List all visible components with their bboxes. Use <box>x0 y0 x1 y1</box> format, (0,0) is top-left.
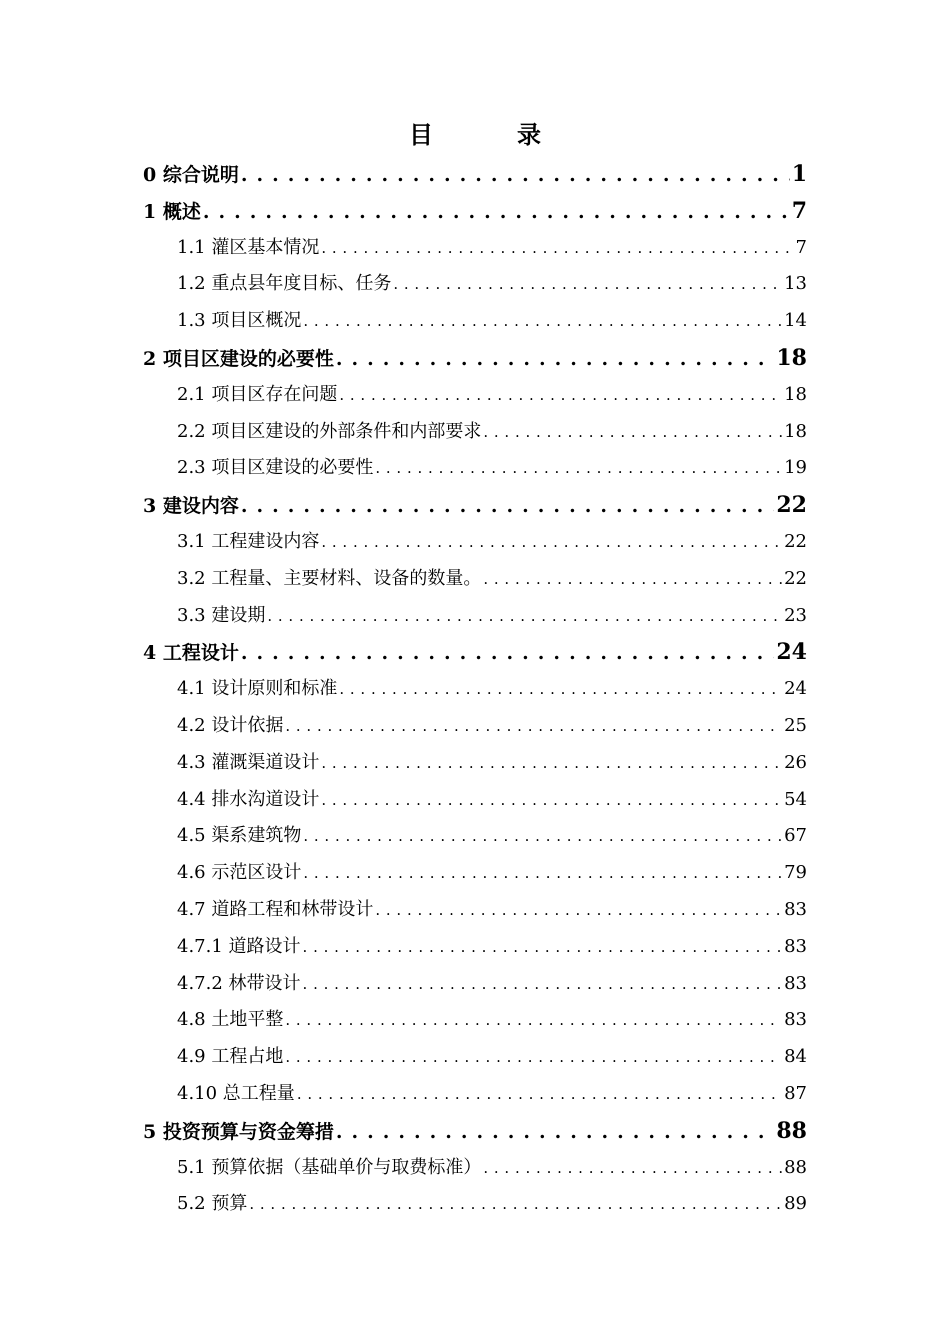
toc-page-number: 18 <box>776 344 807 371</box>
toc-entry-text: 3.3 建设期 <box>177 604 266 626</box>
toc-entry-text: 3.1 工程建设内容 <box>177 530 320 552</box>
toc-entry-text: 4 工程设计 <box>143 642 239 665</box>
toc-entry-text: 3 建设内容 <box>143 495 239 518</box>
toc-entry-text: 4.6 示范区设计 <box>177 862 302 884</box>
toc-entry-text: 4.8 土地平整 <box>177 1009 284 1031</box>
toc-dot-leader <box>321 230 793 267</box>
toc-section-entry[interactable] <box>0 230 950 267</box>
toc-chapter-entry[interactable] <box>0 487 950 524</box>
toc-dot-leader <box>303 929 783 966</box>
toc-section-entry[interactable] <box>0 598 950 635</box>
toc-page-number: 89 <box>784 1193 807 1215</box>
toc-entry-text: 4.5 渠系建筑物 <box>177 825 302 847</box>
toc-dot-leader <box>303 303 782 340</box>
toc-section-entry[interactable] <box>0 1186 950 1223</box>
toc-dot-leader <box>393 266 782 303</box>
toc-chapter-entry[interactable] <box>0 340 950 377</box>
toc-page-number: 67 <box>784 825 807 847</box>
toc-dot-leader <box>303 855 782 892</box>
toc-section-entry[interactable] <box>0 708 950 745</box>
toc-section-entry[interactable] <box>0 1076 950 1113</box>
toc-entry-text: 4.4 排水沟道设计 <box>177 788 320 810</box>
toc-page-number: 54 <box>784 788 807 810</box>
toc-dot-leader <box>339 377 782 414</box>
toc-chapter-entry[interactable] <box>0 634 950 671</box>
toc-chapter-entry[interactable] <box>0 156 950 193</box>
toc-page-number: 84 <box>784 1046 807 1068</box>
toc-section-entry[interactable] <box>0 855 950 892</box>
toc-section-entry[interactable] <box>0 966 950 1003</box>
toc-dot-leader <box>303 966 783 1003</box>
toc-entry-text: 0 综合说明 <box>143 164 239 186</box>
toc-page-number: 22 <box>776 492 807 519</box>
toc-section-entry[interactable] <box>0 561 950 598</box>
toc-section-entry[interactable] <box>0 671 950 708</box>
toc-page-number: 26 <box>784 751 807 773</box>
toc-title: 目 录 <box>409 120 571 149</box>
toc-entry-text: 2 项目区建设的必要性 <box>143 347 334 370</box>
toc-dot-leader <box>285 1039 782 1076</box>
toc-page-number: 24 <box>784 678 807 700</box>
toc-section-entry[interactable] <box>0 782 950 819</box>
toc-page-number: 88 <box>776 1117 807 1144</box>
toc-entry-text: 1 概述 <box>143 200 201 223</box>
toc-entry-text: 4.9 工程占地 <box>177 1046 284 1068</box>
toc-page-number: 83 <box>784 1009 807 1031</box>
toc-dot-leader <box>336 1114 775 1150</box>
toc-page-number: 18 <box>784 383 807 405</box>
toc-page-number: 7 <box>795 236 807 258</box>
toc-entry-text: 2.3 项目区建设的必要性 <box>177 457 374 479</box>
toc-entry-text: 1.2 重点县年度目标、任务 <box>177 273 392 295</box>
toc-entry-text: 4.7.1 道路设计 <box>177 935 301 957</box>
toc-page-number: 22 <box>784 530 807 552</box>
toc-dot-leader <box>203 194 790 230</box>
toc-entry-text: 5 投资预算与资金筹措 <box>143 1120 334 1143</box>
toc-entry-text: 2.1 项目区存在问题 <box>177 383 338 405</box>
toc-section-entry[interactable] <box>0 892 950 929</box>
toc-dot-leader <box>285 1002 782 1039</box>
toc-page-number: 19 <box>784 457 807 479</box>
toc-chapter-entry[interactable] <box>0 193 950 230</box>
toc-section-entry[interactable] <box>0 266 950 303</box>
toc-dot-leader <box>241 157 790 193</box>
toc-entry-text: 2.2 项目区建设的外部条件和内部要求 <box>177 420 482 442</box>
toc-section-entry[interactable] <box>0 377 950 414</box>
toc-entry-text: 5.1 预算依据（基础单价与取费标准） <box>177 1156 482 1178</box>
toc-entry-text: 4.7.2 林带设计 <box>177 972 301 994</box>
toc-chapter-entry[interactable] <box>0 1113 950 1150</box>
toc-entry-text: 3.2 工程量、主要材料、设备的数量。 <box>177 567 482 589</box>
toc-dot-leader <box>303 818 782 855</box>
toc-dot-leader <box>483 1150 782 1187</box>
toc-dot-leader <box>241 488 775 524</box>
toc-entry-text: 4.10 总工程量 <box>177 1082 295 1104</box>
toc-dot-leader <box>483 414 782 451</box>
toc-page-number: 13 <box>784 273 807 295</box>
toc-section-entry[interactable] <box>0 1039 950 1076</box>
toc-page-number: 25 <box>784 714 807 736</box>
toc-page-number: 83 <box>784 935 807 957</box>
toc-page-number: 87 <box>784 1082 807 1104</box>
toc-entry-text: 1.1 灌区基本情况 <box>177 236 320 258</box>
toc-page-number: 83 <box>784 972 807 994</box>
toc-section-entry[interactable] <box>0 450 950 487</box>
toc-entry-text: 5.2 预算 <box>177 1193 248 1215</box>
toc-page-number: 79 <box>784 862 807 884</box>
toc-dot-leader <box>321 524 782 561</box>
toc-dot-leader <box>285 708 782 745</box>
toc-dot-leader <box>483 561 782 598</box>
toc-entry-text: 4.2 设计依据 <box>177 714 284 736</box>
toc-section-entry[interactable] <box>0 818 950 855</box>
toc-entry-text: 4.7 道路工程和林带设计 <box>177 898 374 920</box>
toc-dot-leader <box>321 745 782 782</box>
toc-page-number: 23 <box>784 604 807 626</box>
toc-section-entry[interactable] <box>0 1150 950 1187</box>
toc-dot-leader <box>249 1186 782 1223</box>
toc-entry-text: 4.1 设计原则和标准 <box>177 678 338 700</box>
toc-page-number: 1 <box>791 161 807 187</box>
toc-dot-leader <box>267 598 782 635</box>
toc-page-number: 88 <box>784 1156 807 1178</box>
toc-list <box>0 156 950 1223</box>
toc-dot-leader <box>339 671 782 708</box>
toc-page-number: 83 <box>784 898 807 920</box>
toc-entry-text: 1.3 项目区概况 <box>177 310 302 332</box>
toc-dot-leader <box>375 892 782 929</box>
toc-section-entry[interactable] <box>0 1002 950 1039</box>
toc-dot-leader <box>336 341 775 377</box>
toc-page-number: 22 <box>784 567 807 589</box>
toc-section-entry[interactable] <box>0 929 950 966</box>
toc-dot-leader <box>297 1076 782 1113</box>
toc-dot-leader <box>321 782 782 819</box>
toc-section-entry[interactable] <box>0 414 950 451</box>
toc-page-number: 18 <box>784 420 807 442</box>
toc-page-number: 24 <box>776 639 807 666</box>
toc-page-number: 7 <box>791 197 807 224</box>
toc-section-entry[interactable] <box>0 303 950 340</box>
toc-dot-leader <box>375 450 782 487</box>
toc-dot-leader <box>241 635 775 671</box>
toc-entry-text: 4.3 灌溉渠道设计 <box>177 751 320 773</box>
toc-page-number: 14 <box>784 310 807 332</box>
toc-section-entry[interactable] <box>0 524 950 561</box>
toc-section-entry[interactable] <box>0 745 950 782</box>
